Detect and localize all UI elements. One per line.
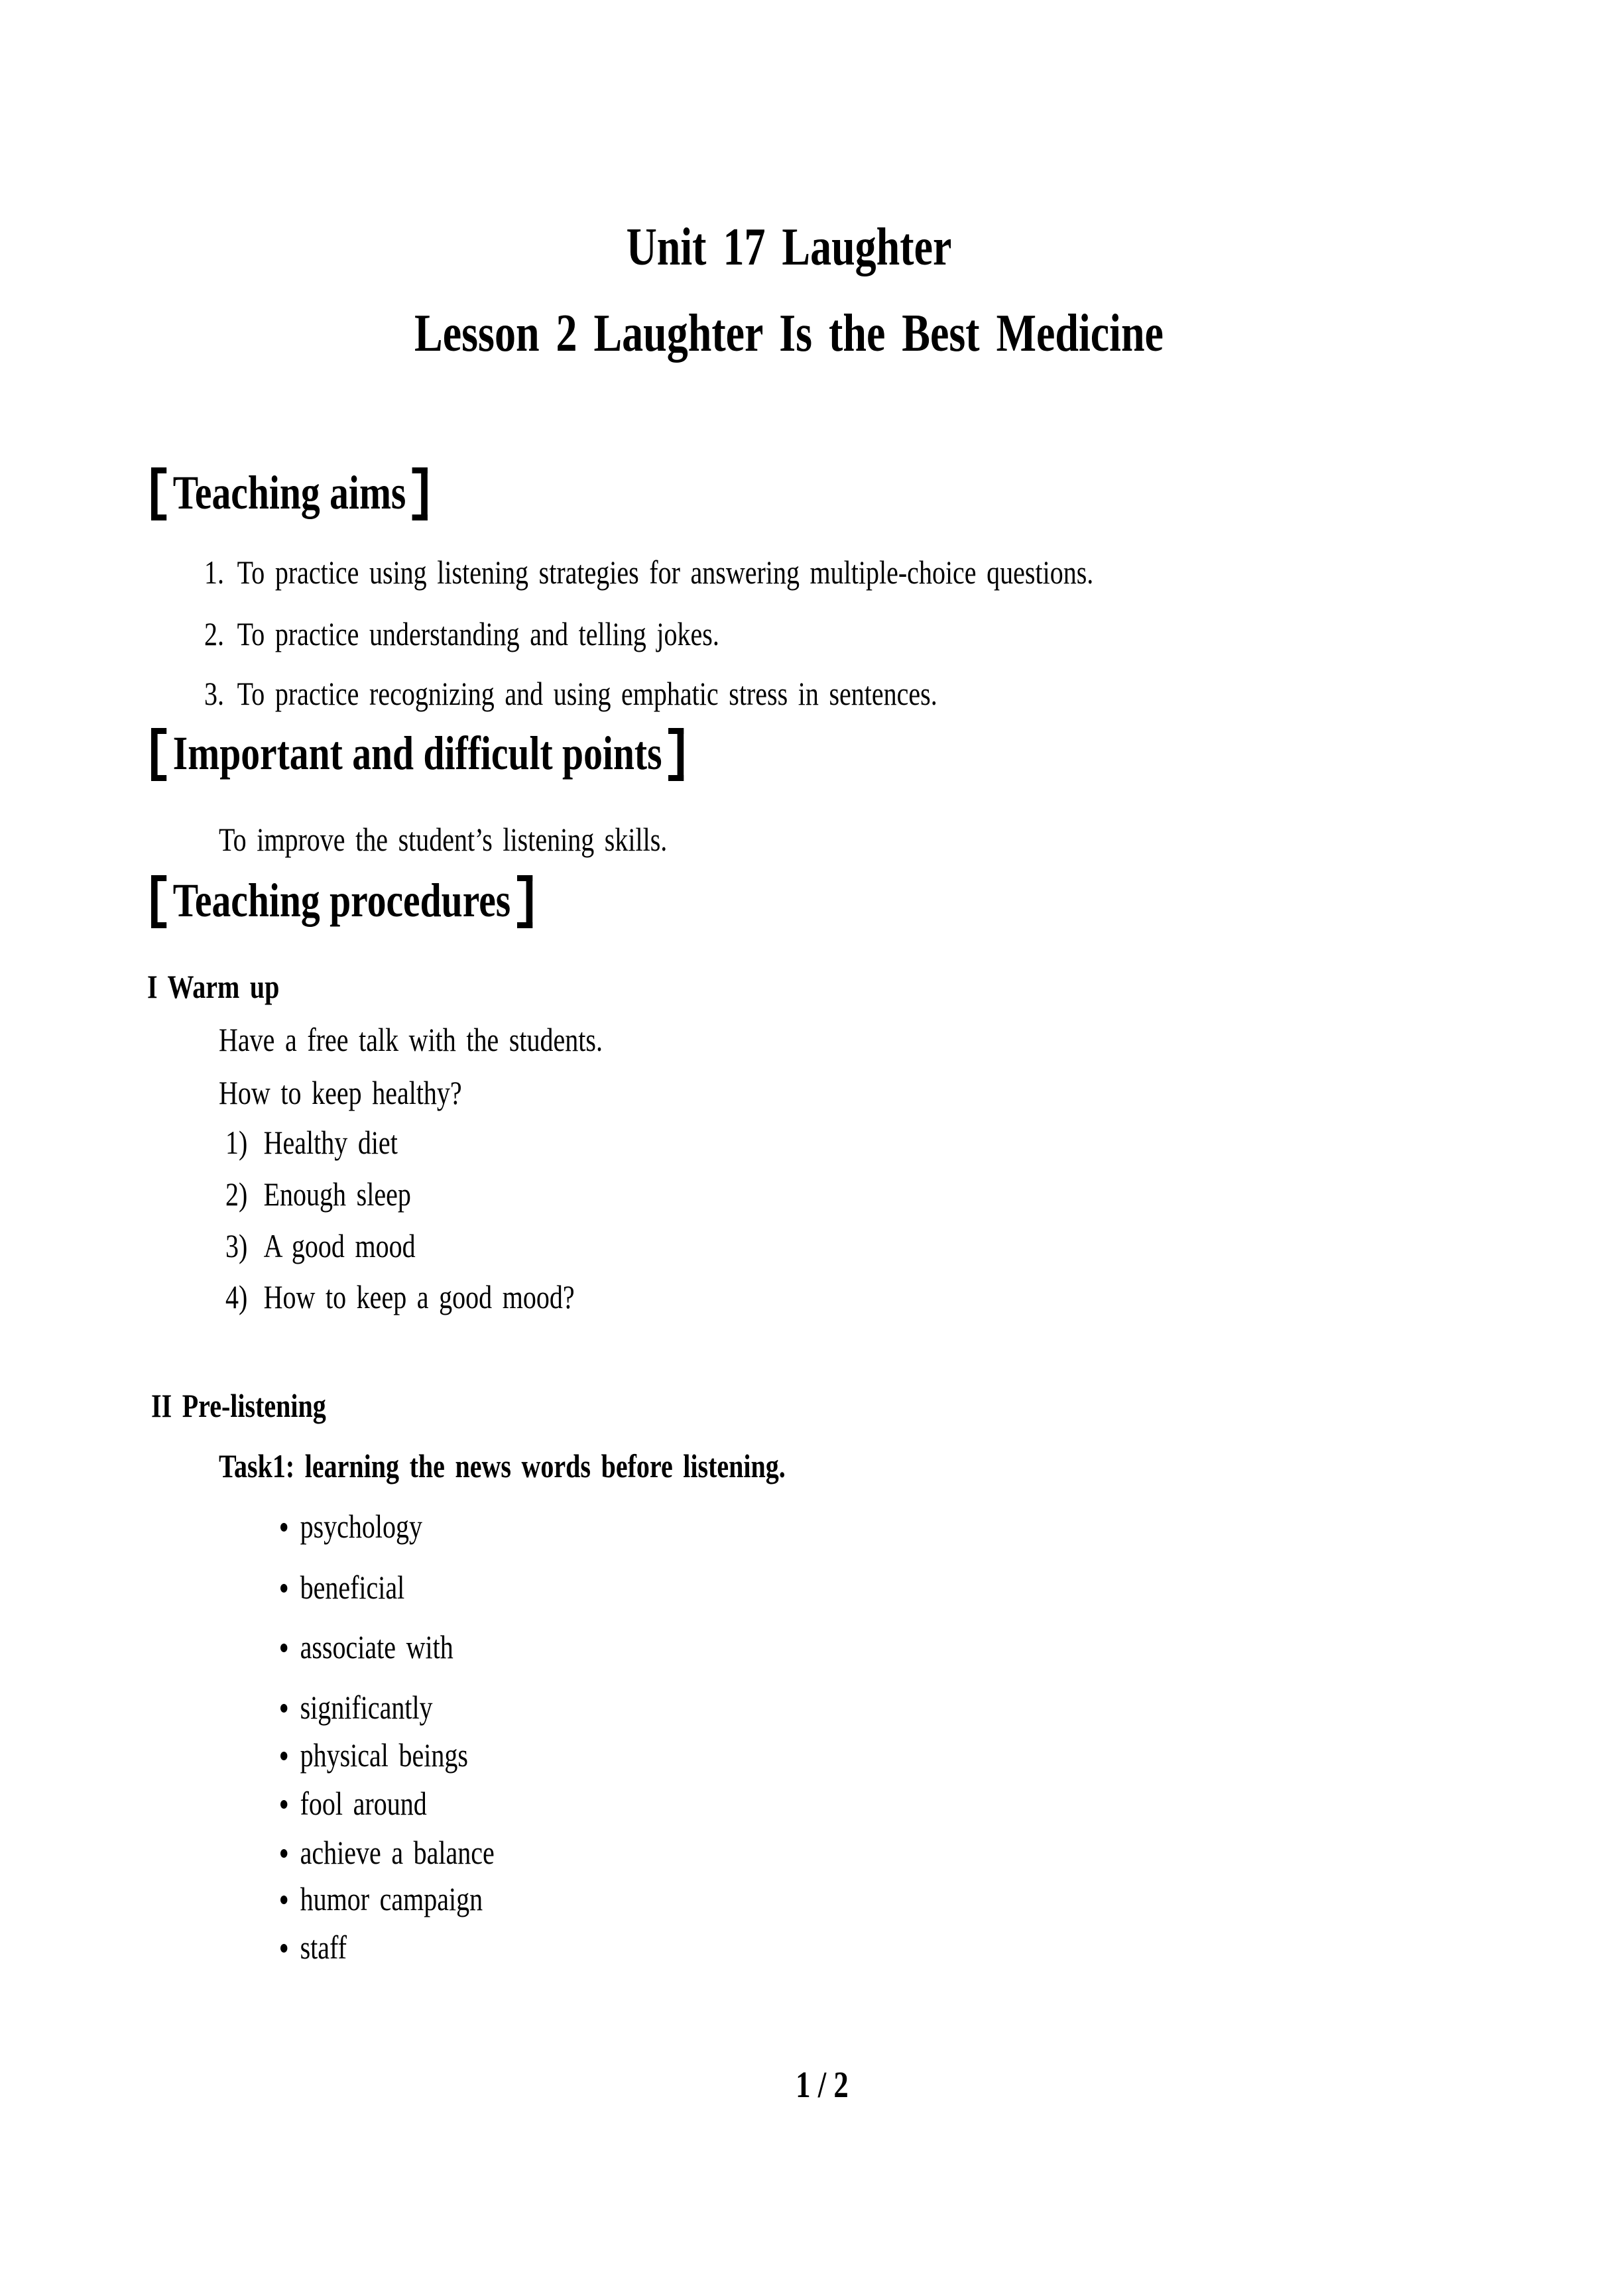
vocabulary-item-text: humor campaign xyxy=(300,1880,483,1917)
document-subtitle: Lesson 2 Laughter Is the Best Medicine xyxy=(414,304,1164,363)
teaching-aims-item xyxy=(204,614,719,654)
teaching-aims-item-text: To practice understanding and telling jokes. xyxy=(237,615,719,652)
warm-up-item-text: Healthy diet xyxy=(263,1124,398,1161)
pre-listening-task-title: Task1: learning the news words before listening. xyxy=(219,1447,786,1484)
pre-listening-heading: II Pre-listening xyxy=(151,1387,326,1424)
teaching-aims-heading xyxy=(151,464,428,527)
vocabulary-item xyxy=(280,1833,495,1872)
list-marker: 4) xyxy=(225,1278,248,1315)
vocabulary-item xyxy=(280,1927,347,1967)
warm-up-item-text: How to keep a good mood? xyxy=(263,1278,575,1315)
vocabulary-item xyxy=(280,1567,404,1607)
warm-up-heading: I Warm up xyxy=(147,968,280,1005)
warm-up-intro-line: Have a free talk with the students. xyxy=(219,1021,603,1058)
vocabulary-item-text: beneficial xyxy=(300,1569,405,1606)
teaching-aims-item-text: To practice using listening strategies for answering multiple-choice questions. xyxy=(237,554,1094,591)
page-number: 1 / 2 xyxy=(796,2065,849,2106)
teaching-procedures-heading-label: Teaching procedures xyxy=(172,874,511,927)
important-points-heading xyxy=(151,725,684,788)
vocabulary-item xyxy=(280,1735,468,1775)
vocabulary-item xyxy=(280,1687,433,1727)
bullet-icon xyxy=(280,1849,287,1858)
bullet-icon xyxy=(280,1704,287,1713)
list-marker: 1. xyxy=(204,554,224,591)
warm-up-item-text: Enough sleep xyxy=(263,1176,411,1213)
vocabulary-item-text: achieve a balance xyxy=(300,1834,495,1871)
teaching-aims-item xyxy=(204,674,937,713)
bracket-right-icon xyxy=(668,728,684,781)
bullet-icon xyxy=(280,1752,287,1760)
vocabulary-item-text: fool around xyxy=(300,1785,427,1822)
list-marker: 3) xyxy=(225,1227,248,1264)
bullet-icon xyxy=(280,1896,287,1904)
list-marker: 2. xyxy=(204,615,224,652)
warm-up-intro-line: How to keep healthy? xyxy=(219,1074,462,1111)
bullet-icon xyxy=(280,1800,287,1809)
document-title: Unit 17 Laughter xyxy=(626,218,952,276)
warm-up-item-text: A good mood xyxy=(263,1227,416,1264)
warm-up-item xyxy=(225,1174,411,1214)
vocabulary-item-text: physical beings xyxy=(300,1736,468,1774)
vocabulary-item xyxy=(280,1506,422,1546)
bracket-left-icon xyxy=(151,875,166,928)
vocabulary-item-text: staff xyxy=(300,1929,347,1966)
vocabulary-item xyxy=(280,1783,427,1823)
vocabulary-item xyxy=(280,1627,453,1667)
bullet-icon xyxy=(280,1944,287,1953)
teaching-procedures-heading xyxy=(151,872,532,935)
list-marker: 1) xyxy=(225,1124,248,1161)
teaching-aims-heading-label: Teaching aims xyxy=(172,466,406,519)
warm-up-item xyxy=(225,1122,398,1162)
vocabulary-item xyxy=(280,1879,483,1919)
bracket-left-icon xyxy=(151,728,166,781)
teaching-aims-item xyxy=(204,552,1093,592)
vocabulary-item-text: significantly xyxy=(300,1689,433,1726)
important-points-heading-label: Important and difficult points xyxy=(172,727,662,780)
vocabulary-item-text: associate with xyxy=(300,1628,453,1665)
warm-up-item xyxy=(225,1226,416,1266)
bracket-right-icon xyxy=(412,467,428,520)
bullet-icon xyxy=(280,1523,287,1532)
teaching-aims-item-text: To practice recognizing and using emphatic stress in sentences. xyxy=(237,675,937,712)
bullet-icon xyxy=(280,1644,287,1652)
list-marker: 2) xyxy=(225,1176,248,1213)
vocabulary-item-text: psychology xyxy=(300,1508,423,1545)
bullet-icon xyxy=(280,1584,287,1593)
bracket-right-icon xyxy=(517,875,532,928)
warm-up-item xyxy=(225,1277,575,1317)
list-marker: 3. xyxy=(204,675,224,712)
important-points-body: To improve the student’s listening skills. xyxy=(219,821,668,858)
bracket-left-icon xyxy=(151,467,166,520)
